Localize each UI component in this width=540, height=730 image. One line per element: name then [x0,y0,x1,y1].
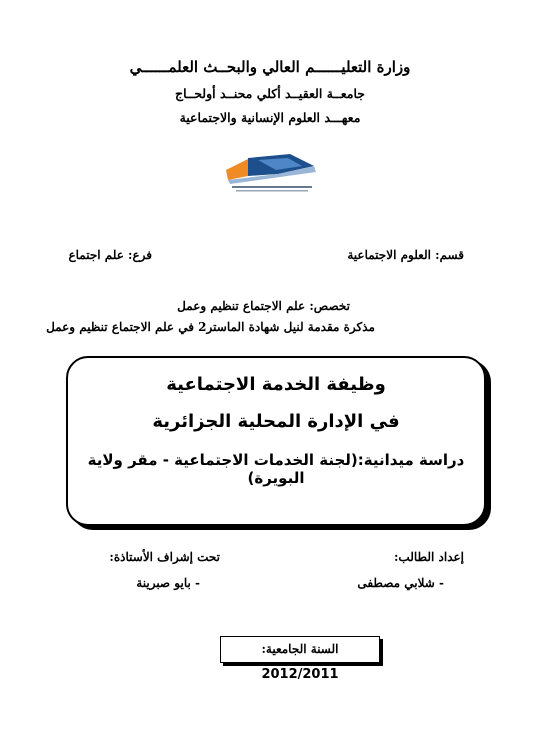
academic-year-box [220,636,380,682]
university-logo [218,150,326,196]
memo-statement: مذكرة مقدمة لنيل شهادة الماستر2 في علم الاجتماع تنظيم وعمل [46,320,375,334]
thesis-subtitle: دراسة ميدانية:(لجنة الخدمات الاجتماعية - مقر ولاية البويرة) [87,451,465,487]
supervisor-label: تحت إشراف الأستاذة: [109,550,220,564]
department-label: قسم: العلوم الاجتماعية [347,248,464,262]
thesis-title-line-2: في الإدارة المحلية الجزائرية [152,411,400,432]
specialty-label: تخصص: علم الاجتماع تنظيم وعمل [177,299,350,313]
institute-name: معهـــد العلوم الإنسانية والاجتماعية [179,110,361,125]
ministry-name: وزارة التعليــــــم العالي والبحــث العلمــــــي [129,58,411,76]
thesis-title-line-1: وظيفة الخدمة الاجتماعية [166,374,386,395]
university-name: جامعــة العقيــد أكلي محنــد أولحــاج [175,86,365,101]
thesis-title-box [66,356,486,526]
academic-year-label: السنة الجامعية: [261,642,339,656]
supervisor-name: - بايو صبرينة [136,576,200,590]
student-name: - شلابي مصطفى [357,576,444,590]
branch-label: فرع: علم اجتماع [68,248,152,262]
academic-year-value: 2012/2011 [261,667,339,682]
prepared-by-label: إعداد الطالب: [393,550,464,564]
